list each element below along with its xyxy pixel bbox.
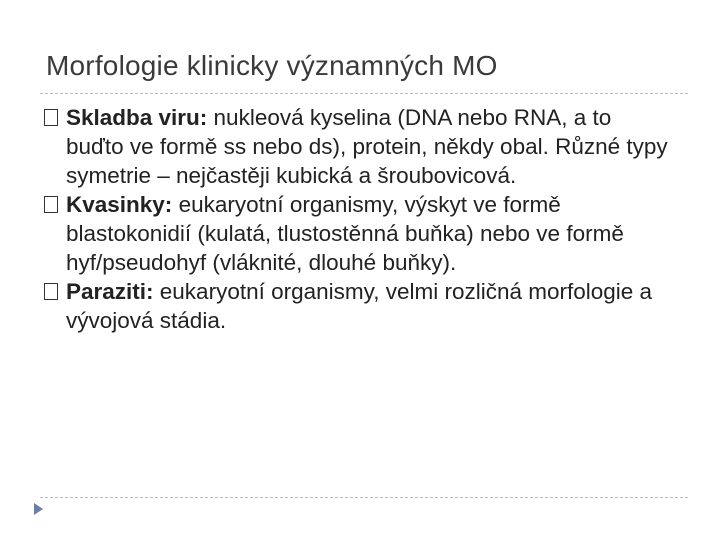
footer-divider <box>40 497 688 498</box>
list-item-kvasinky <box>44 190 674 277</box>
list-item-paraziti <box>44 277 674 335</box>
item-term: Skladba viru: <box>66 105 208 130</box>
square-bullet-icon <box>44 196 58 213</box>
square-bullet-icon <box>44 283 58 300</box>
square-bullet-icon <box>44 109 58 126</box>
next-arrow-icon[interactable] <box>34 503 43 515</box>
bullet-list <box>44 103 674 335</box>
title-divider <box>40 93 688 94</box>
item-text: eukaryotní organismy, velmi rozličná morfologie a vývojová stádia. <box>66 279 653 333</box>
item-term: Paraziti: <box>66 279 154 304</box>
item-term: Kvasinky: <box>66 192 173 217</box>
list-item-skladba-viru <box>44 103 674 190</box>
slide-title: Morfologie klinicky významných MO <box>46 50 498 81</box>
item-text: eukaryotní organismy, výskyt ve formě blastokonidií (kulatá, tlustostěnná buňka) nebo ve formě hyf/pseudohyf (vláknité, dlouhé buňky). <box>66 192 624 275</box>
item-text: nukleová kyselina (DNA nebo RNA, a to buďto ve formě ss nebo ds), protein, někdy obal. Různé typy symetrie – nejčastěji kubická a šroubovicová. <box>66 105 668 188</box>
